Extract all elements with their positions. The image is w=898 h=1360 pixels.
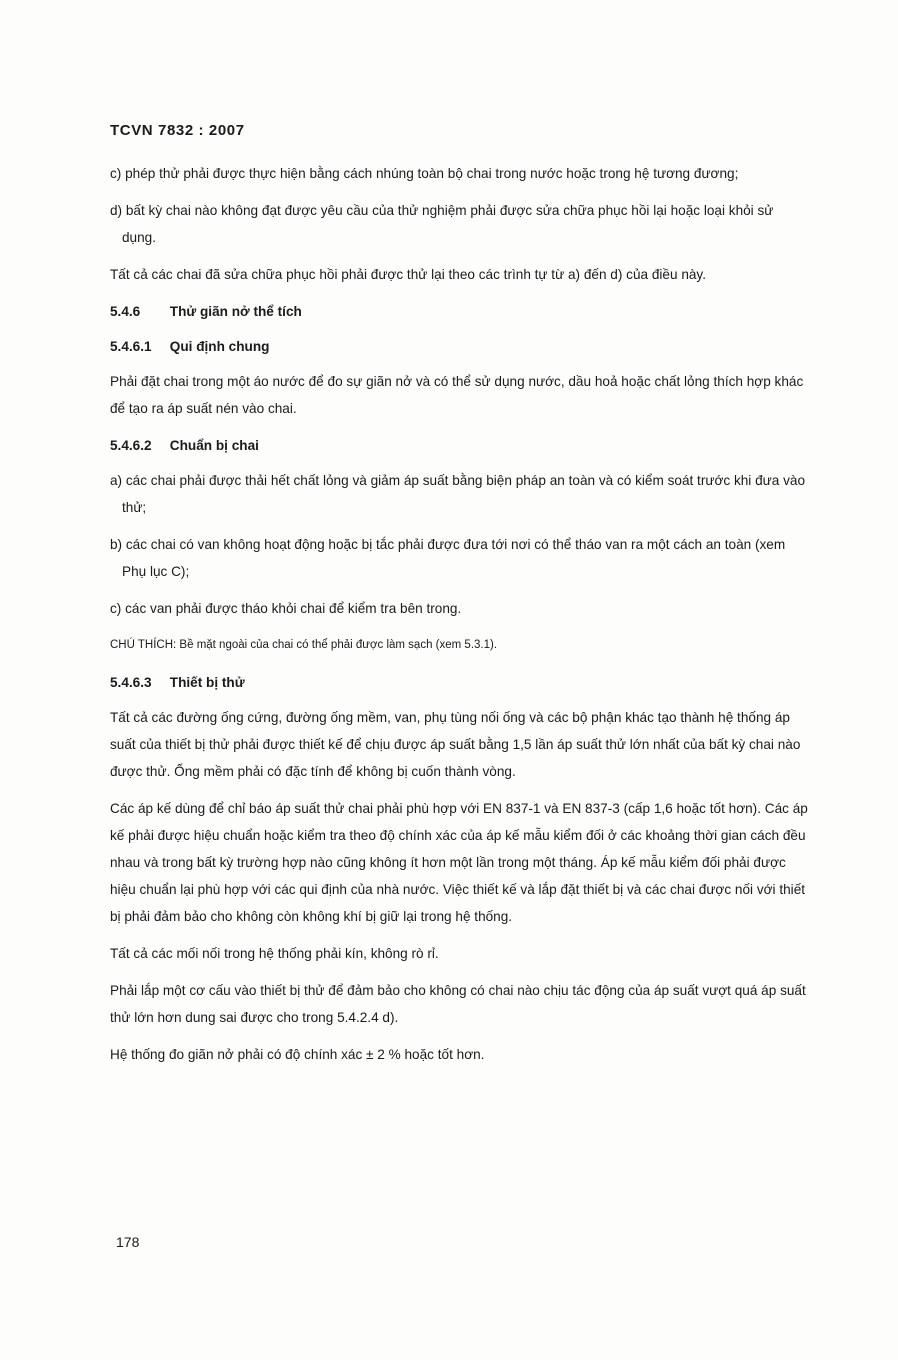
section-heading-5-4-6-2 — [110, 432, 810, 459]
paragraph-gauges: Các áp kế dùng để chỉ báo áp suất thử chai phải phù hợp với EN 837-1 và EN 837-3 (cấp 1,6 hoặc tốt hơn). Các áp kế phải được hiệu chuẩn hoặc kiểm tra theo độ chính xác của áp kế mẫu kiểm đối ở các khoảng thời gian cách đều nhau và trong bất kỳ trường hợp nào cũng không ít hơn một lần trong một tháng. Áp kế mẫu kiểm đối phải được hiệu chuẩn lại phù hợp với các qui định của nhà nước. Việc thiết kế và lắp đặt thiết bị và các chai được nối với thiết bị phải đảm bảo cho không còn không khí bị giữ lại trong hệ thống. — [110, 801, 808, 924]
section-heading-5-4-6-1 — [110, 333, 810, 360]
section-heading-5-4-6-3 — [110, 669, 810, 696]
page-content — [110, 160, 810, 1078]
section-number: 5.4.6.1 — [110, 339, 152, 354]
paragraph-retest: Tất cả các chai đã sửa chữa phục hồi phải được thử lại theo các trình tự từ a) đến d) của điều này. — [110, 267, 707, 282]
page-number: 178 — [116, 1234, 140, 1250]
paragraph-accuracy: Hệ thống đo giãn nở phải có độ chính xác ± 2 % hoặc tốt hơn. — [110, 1047, 485, 1062]
section-title: Qui định chung — [169, 339, 270, 354]
list-item-c-immersion: c) phép thử phải được thực hiện bằng cách nhúng toàn bộ chai trong nước hoặc trong hệ tương đương; — [110, 166, 739, 181]
section-title: Thiết bị thử — [169, 675, 245, 690]
section-heading-5-4-6 — [110, 298, 810, 325]
list-item-b-blocked-valves: b) các chai có van không hoạt động hoặc bị tắc phải được đưa tới nơi có thể tháo van ra một cách an toàn (xem Phụ lục C); — [110, 537, 786, 579]
list-item-a-drain: a) các chai phải được thải hết chất lỏng và giảm áp suất bằng biện pháp an toàn và có kiểm soát trước khi đưa vào thử; — [110, 473, 806, 515]
standard-code-header: TCVN 7832 : 2007 — [110, 122, 245, 139]
paragraph-joints: Tất cả các mối nối trong hệ thống phải kín, không rò rỉ. — [110, 946, 439, 961]
note-text: CHÚ THÍCH: Bề mặt ngoài của chai có thể phải được làm sạch (xem 5.3.1). — [110, 639, 498, 651]
section-title: Chuẩn bị chai — [169, 438, 259, 453]
list-item-c-remove-valves: c) các van phải được tháo khỏi chai để kiểm tra bên trong. — [110, 601, 462, 616]
section-number: 5.4.6 — [110, 304, 141, 319]
paragraph-pressure-system: Tất cả các đường ống cứng, đường ống mềm, van, phụ tùng nối ống và các bộ phận khác tạo thành hệ thống áp suất của thiết bị thử phải được thiết kế để chịu được áp suất bằng 1,5 lần áp suất thử lớn nhất của bất kỳ chai nào được thử. Ống mềm phải có đặc tính để không bị cuốn thành vòng. — [110, 710, 801, 779]
list-item-d-failed-cylinders: d) bất kỳ chai nào không đạt được yêu cầu của thử nghiệm phải được sửa chữa phục hồi lại hoặc loại khỏi sử dụng. — [110, 203, 774, 245]
section-number: 5.4.6.3 — [110, 675, 152, 690]
paragraph-overpressure-device: Phải lắp một cơ cấu vào thiết bị thử để đảm bảo cho không có chai nào chịu tác động của áp suất vượt quá áp suất thử lớn hơn dung sai được cho trong 5.4.2.4 d). — [110, 983, 806, 1025]
paragraph-general: Phải đặt chai trong một áo nước để đo sự giãn nở và có thể sử dụng nước, dầu hoả hoặc chất lỏng thích hợp khác để tạo ra áp suất nén vào chai. — [110, 374, 804, 416]
section-title: Thử giãn nở thể tích — [169, 304, 302, 319]
section-number: 5.4.6.2 — [110, 438, 152, 453]
